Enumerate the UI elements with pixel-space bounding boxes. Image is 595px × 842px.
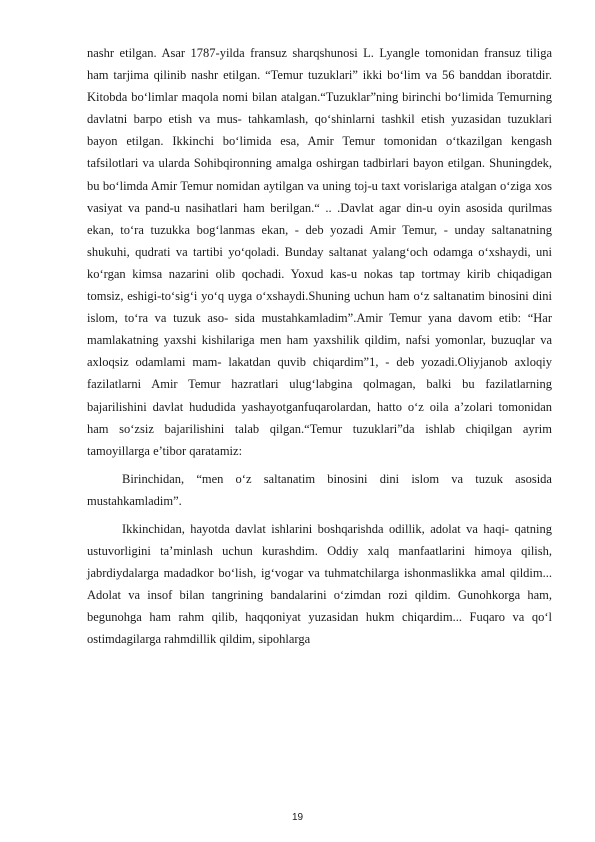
paragraph-temur-tuzuklari: nashr etilgan. Asar 1787-yilda fransuz sharqshunosi L. Lyangle tomonidan fransuz tiliga ham tarjima qilinib nashr etilgan. “Temur tuzuklari” ikki bo‘lim va 56 banddan iboratdir. Kitobda bo‘limlar maqola nomi bilan atalgan.“Tuzuklar”ning birinchi bo‘limida Temurning davlatni barpo etish va mus- tahkamlash, qo‘shinlarni tashkil etish yuzasidan tuzuklari bayon etilgan. Ikkinchi bo‘limida esa, Amir Temur tomonidan o‘tkazilgan kengash tafsilotlari va ularda Sohibqironning amalga oshirgan tadbirlari bayon etilgan. Shuningdek, bu bo‘limda Amir Temur nomidan aytilgan va uning toj-u taxt vorislariga atalgan o‘ziga xos vasiyat va pand-u nasihatlari ham berilgan.“ .. .Davlat agar din-u oyin asosida qurilmas ekan, to‘ra tuzukka bog‘lanmas ekan, - deb yozadi Amir Temur, - unday saltanatning shukuhi, qudrati va tartibi yo‘qoladi. Bunday saltanat yalang‘och odamga o‘xshaydi, uni ko‘rgan kimsa nazarini olib qochadi. Yoxud kas-u nokas tap tortmay kirib chiqadigan tomsiz, eshigi-to‘sig‘i yo‘q uyga o‘xshaydi.Shuning uchun ham o‘z saltanatim binosini dini islom, to‘ra va tuzuk aso- sida mustahkamladim”.Amir Temur yana davom etib: “Har mamlakatning yaxshi kishilariga men ham yaxshilik qildim, nafsi yomonlar, buzuqlar va axloqsiz odamlami mam- lakatdan quvib chiqardim”1, - deb yozadi.Oliyjanob axloqiy fazilatlarni Amir Temur hazratlari ulug‘labgina qolmagan, balki bu fazilatlarning bajarilishini davlat hududida yashayotganfuqarolardan, hatto o‘z oila a’zolari tomonidan ham so‘zsiz bajarilishini talab qilgan.“Temur tuzuklari”da ishlab chiqilgan ayrim tamoyillarga e’tibor qaratamiz: [87,46,552,458]
document-page [87,42,552,651]
page-number: 19 [291,812,304,823]
paragraph-birinchidan: Birinchidan, “men o‘z saltanatim binosini dini islom va tuzuk asosida mustahkamladim”. [87,471,552,508]
paragraph-ikkinchidan: Ikkinchidan, hayotda davlat ishlarini boshqarishda odillik, adolat va haqi- qatning ustuvorligini ta’minlash uchun kurashdim. Oddiy xalq manfaatlarini himoya qilish, jabrdiydalarga madadkor bo‘lish, ig‘vogar va tuhmatchilarga ishonmaslikka amal qildim... Adolat va insof bilan tangrining bandalarini o‘zimdan rozi qildim. Gunohkorga ham, begunohga ham rahm qilib, haqqoniyat yuzasidan hukm chiqardim... Fuqaro va qo‘l ostimdagilarga rahmdillik qildim, sipohlarga [87,521,552,647]
